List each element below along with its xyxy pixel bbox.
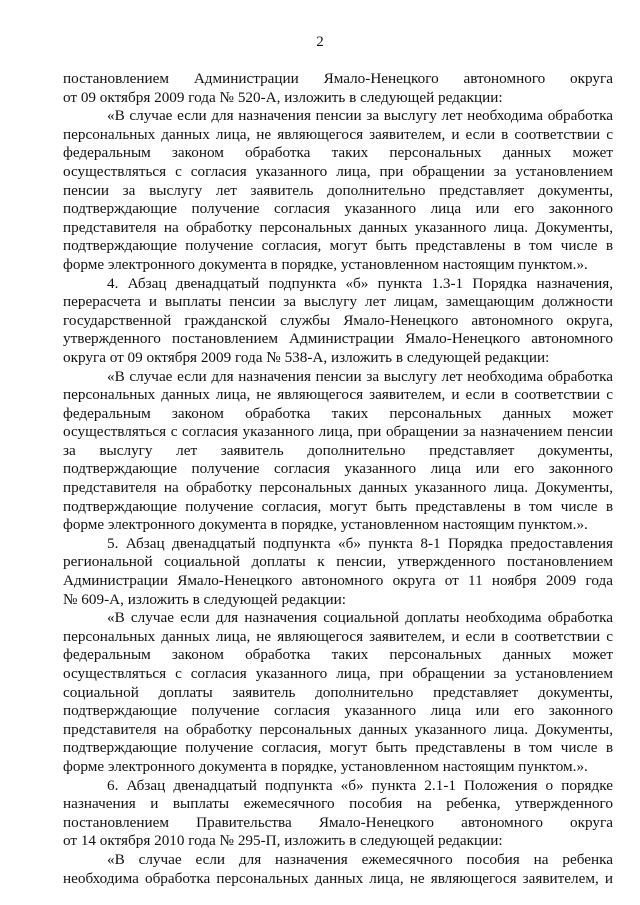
text-line: подтверждающие получение согласия указанного лица или его законного [63, 702, 613, 720]
text-line: постановлением Правительства Ямало-Ненецкого автономного округа [63, 813, 613, 831]
text-line: 4. Абзац двенадцатый подпункта «б» пункта 1.3-1 Порядка назначения, [107, 274, 613, 292]
text-line: осуществляться с согласия указанного лица, при обращении за установлением [63, 162, 613, 180]
text-line: федеральным законом обработка таких персональных данных может [63, 646, 613, 664]
text-line: «В случае если для назначения социальной доплаты необходима обработка [107, 609, 613, 627]
text-line: от 14 октября 2010 года № 295-П, изложить в следующей редакции: [63, 832, 503, 850]
text-line: осуществляться с согласия указанного лица, при обращении за установлением [63, 665, 613, 682]
text-line: «В случае если для назначения пенсии за выслугу лет необходима обработка [107, 367, 613, 385]
text-line: подтверждающие получение согласия указанного лица или его законного [63, 460, 613, 478]
text-line: персональных данных лица, не являющегося заявителем, и если в соответствии с [63, 386, 613, 404]
text-line: представителя на обработку персональных данных указанного лица. Документы, [63, 479, 613, 497]
text-line: № 609-А, изложить в следующей редакции: [63, 590, 347, 608]
text-line: форме электронного документа в порядке, установленном настоящим пунктом.». [63, 516, 588, 534]
text-line: от 09 октября 2009 года № 520-А, изложить в следующей редакции: [63, 88, 503, 106]
text-line: федеральным законом обработка таких персональных данных может [63, 144, 613, 162]
text-line: подтверждающие получение согласия указанного лица или его законного [63, 200, 613, 218]
text-line: перерасчета и выплаты пенсии за выслугу лет лицам, замещающим должности [63, 293, 613, 311]
text-line: персональных данных лица, не являющегося заявителем, и если в соответствии с [63, 627, 613, 645]
text-line: за выслугу лет заявитель дополнительно представляет документы, [63, 441, 613, 459]
page-number: 2 [316, 34, 324, 50]
text-line: представителя на обработку персональных данных указанного лица. Документы, [63, 720, 613, 738]
text-line: государственной гражданской службы Ямало-Ненецкого автономного округа, [63, 311, 613, 329]
text-line: форме электронного документа в порядке, установленном настоящим пунктом.». [63, 255, 588, 273]
text-line: 5. Абзац двенадцатый подпункта «б» пункта 8-1 Порядка предоставления [107, 534, 613, 552]
text-line: подтверждающие получение согласия, могут быть представлены в том числе в [63, 739, 613, 757]
text-line: подтверждающие получение согласия, могут быть представлены в том числе в [63, 237, 613, 255]
text-line: подтверждающие получение согласия, могут быть представлены в том числе в [63, 497, 613, 515]
text-line: Администрации Ямало-Ненецкого автономного округа от 11 ноября 2009 года [63, 572, 613, 590]
text-line: представителя на обработку персональных данных указанного лица. Документы, [63, 218, 613, 236]
text-line: региональной социальной доплаты к пенсии, утвержденного постановлением [63, 553, 613, 571]
text-line: форме электронного документа в порядке, установленном настоящим пунктом.». [63, 757, 588, 775]
text-line: утвержденного постановлением Администрации Ямало-Ненецкого автономного [63, 330, 613, 348]
text-line: осуществляться с согласия указанного лица, при обращении за назначением пенсии [63, 423, 613, 441]
text-line: округа от 09 октября 2009 года № 538-А, изложить в следующей редакции: [63, 348, 550, 366]
text-line: «В случае если для назначения пенсии за выслугу лет необходима обработка [107, 107, 613, 125]
text-line: постановлением Администрации Ямало-Ненецкого автономного округа [63, 70, 613, 87]
text-line: назначения и выплаты ежемесячного пособия на ребенка, утвержденного [63, 795, 613, 813]
text-line: персональных данных лица, не являющегося заявителем, и если в соответствии с [63, 125, 613, 143]
text-line: федеральным законом обработка таких персональных данных может [63, 404, 613, 422]
text-line: пенсии за выслугу лет заявитель дополнительно представляет документы, [63, 181, 613, 199]
text-line: социальной доплаты заявитель дополнительно представляет документы, [63, 683, 613, 701]
text-line: «В случае если для назначения ежемесячного пособия на ребенка [107, 850, 613, 868]
text-line: необходима обработка персональных данных лица, не являющегося заявителем, и [63, 869, 613, 887]
document-body [63, 70, 613, 888]
text-line: 6. Абзац двенадцатый подпункта «б» пункта 2.1-1 Положения о порядке [107, 776, 613, 794]
